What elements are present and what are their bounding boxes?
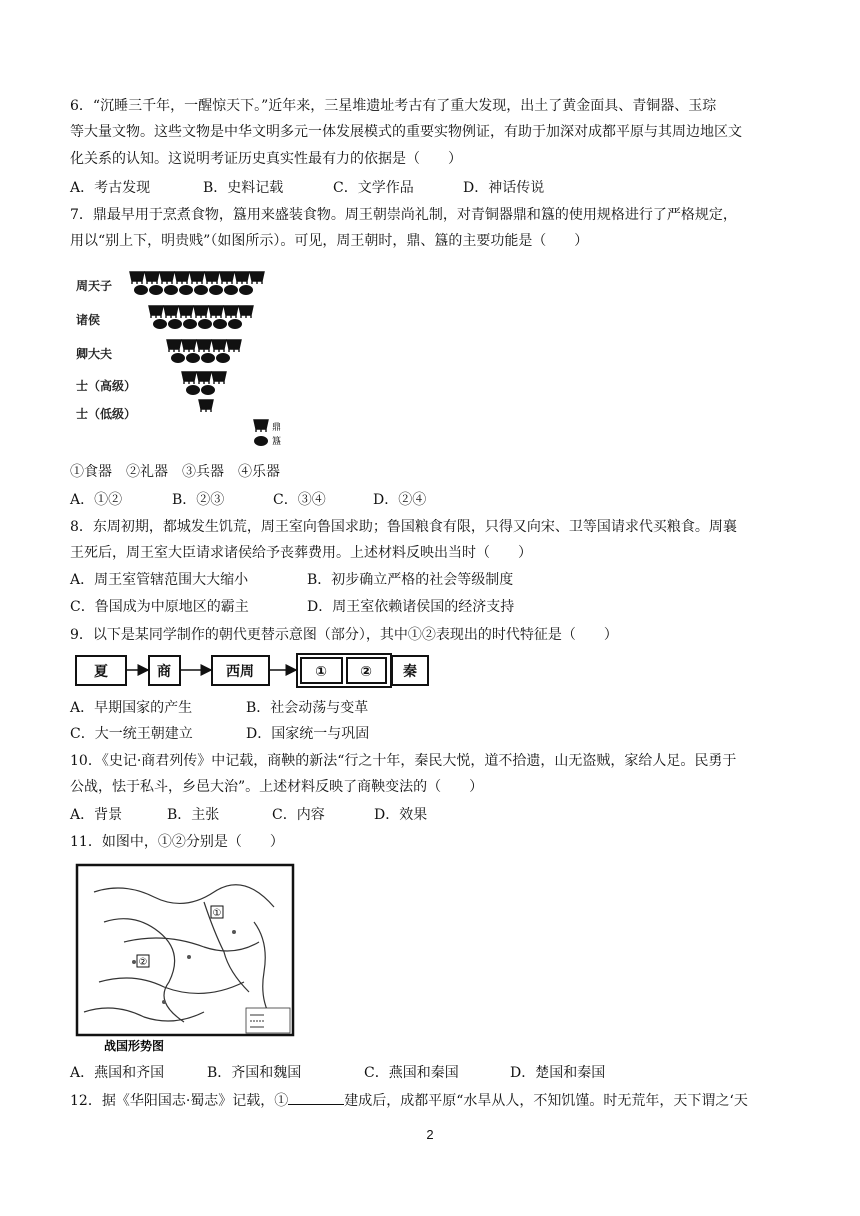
page-number: 2 (426, 1127, 434, 1142)
ding-vessel (160, 272, 174, 284)
q7-line-2: 用以“别上下，明贵贱”（如图所示）。可见，周王朝时，鼎、簋的主要功能是（ ） (70, 233, 589, 249)
warring-states-map (74, 862, 296, 1056)
ding-vessel (179, 306, 193, 318)
gui-vessel (228, 319, 242, 329)
q8-option-b: B．初步确立严格的社会等级制度 (307, 572, 514, 588)
ding-vessel (167, 340, 181, 352)
q12-blank (288, 1090, 344, 1105)
ding-vessel (224, 306, 238, 318)
q9-option-c: C．大一统王朝建立 (70, 726, 193, 742)
gui-vessel (153, 319, 167, 329)
q7-option-b: B．②③ (172, 492, 225, 508)
q8-line-2: 王死后，周王室大臣请求诸侯给予丧葬费用。上述材料反映出当时（ ） (70, 545, 532, 561)
q12-line-1 (70, 1090, 748, 1111)
gui-vessel (201, 353, 215, 363)
q7-option-d: D．②④ (373, 492, 427, 508)
gui-vessel (164, 285, 178, 295)
q10-line-1: 10．《史记·商君列传》中记载，商鞅的新法“行之十年，秦民大悦，道不拾遗，山无盗贼，家给人足。民勇于 (70, 753, 737, 769)
rank-label: 卿大夫 (76, 347, 113, 361)
gui-vessel (171, 353, 185, 363)
q6-line-3: 化关系的认知。这说明考证历史真实性最有力的依据是（ ） (70, 151, 462, 167)
rank-label: 士（高级） (76, 379, 137, 393)
q11-option-c: C．燕国和秦国 (364, 1065, 459, 1081)
q6-option-c: C．文学作品 (333, 180, 414, 196)
q7-option-c: C．③④ (273, 492, 326, 508)
ding-vessel (239, 306, 253, 318)
q8-option-a: A．周王室管辖范围大大缩小 (70, 572, 249, 588)
q12-text-post: 建成后，成都平原“水旱从人，不知饥馑。时无荒年，天下谓之‘天 (344, 1093, 748, 1109)
q8-option-d: D．周王室依赖诸侯国的经济支持 (307, 599, 515, 615)
ding-vessel (205, 272, 219, 284)
q12-text-pre: 12．据《华阳国志·蜀志》记载，① (70, 1093, 289, 1109)
q10-option-c: C．内容 (272, 807, 325, 823)
q9-option-b: B．社会动荡与变革 (246, 700, 369, 716)
rank-label: 士（低级） (76, 407, 137, 421)
q11-option-b: B．齐国和魏国 (207, 1065, 302, 1081)
ding-gui-figure (72, 260, 287, 455)
legend-label: 簋 (272, 437, 282, 447)
ding-vessel (212, 340, 226, 352)
gui-vessel (168, 319, 182, 329)
flow-label-2: ② (360, 664, 372, 680)
ding-vessel (197, 372, 211, 384)
ding-vessel (164, 306, 178, 318)
gui-vessel (224, 285, 238, 295)
gui-vessel (149, 285, 163, 295)
ding-vessel (182, 340, 196, 352)
flow-label-xia: 夏 (94, 664, 108, 680)
ding-vessel (199, 400, 213, 412)
ding-vessel (130, 272, 144, 284)
q6-option-d: D．神话传说 (463, 180, 545, 196)
q6-line-2: 等大量文物。这些文物是中华文明多元一体发展模式的重要实物例证，有助于加深对成都平原与其周边地区文 (70, 124, 742, 140)
ding-vessel (227, 340, 241, 352)
q10-option-d: D．效果 (374, 807, 428, 823)
q11-option-d: D．楚国和秦国 (510, 1065, 606, 1081)
q10-option-a: A．背景 (70, 807, 123, 823)
map-city (232, 930, 236, 934)
map-legend-box (246, 1008, 290, 1033)
ding-vessel (250, 272, 264, 284)
ding-vessel (175, 272, 189, 284)
ding-vessel (145, 272, 159, 284)
q6-line-1: 6．“沉睡三千年，一醒惊天下。”近年来，三星堆遗址考古有了重大发现，出土了黄金面具、青铜器、玉琮 (70, 98, 717, 114)
gui-vessel (216, 353, 230, 363)
q9-option-a: A．早期国家的产生 (70, 700, 193, 716)
ding-vessel (209, 306, 223, 318)
flow-label-shang: 商 (157, 664, 171, 680)
q6-option-b: B．史料记载 (203, 180, 284, 196)
ding-vessel (197, 340, 211, 352)
q11-option-a: A．燕国和齐国 (70, 1065, 165, 1081)
legend-label: 鼎 (272, 423, 282, 433)
rank-label: 诸侯 (76, 313, 101, 327)
ding-vessel (182, 372, 196, 384)
gui-vessel (186, 385, 200, 395)
q8-line-1: 8．东周初期，都城发生饥荒，周王室向鲁国求助；鲁国粮食有限，只得又向宋、卫等国请求代买粮食。周襄 (70, 519, 737, 535)
gui-vessel (194, 285, 208, 295)
q11-line-1: 11．如图中，①②分别是（ ） (70, 834, 284, 850)
map-city (187, 955, 191, 959)
gui-vessel (183, 319, 197, 329)
q9-option-d: D．国家统一与巩固 (246, 726, 370, 742)
map-marker-1: ① (212, 908, 222, 919)
dynasty-flowchart (72, 652, 432, 690)
gui-vessel (201, 385, 215, 395)
q9-line-1: 9．以下是某同学制作的朝代更替示意图（部分），其中①②表现出的时代特征是（ ） (70, 627, 618, 643)
q10-line-2: 公战，怯于私斗，乡邑大治”。上述材料反映了商鞅变法的（ ） (70, 779, 484, 795)
gui-vessel (254, 436, 268, 446)
q10-option-b: B．主张 (167, 807, 220, 823)
flow-label-1: ① (315, 664, 327, 680)
q8-option-c: C．鲁国成为中原地区的霸主 (70, 599, 249, 615)
gui-vessel (213, 319, 227, 329)
q6-option-a: A．考古发现 (70, 180, 151, 196)
rank-label: 周天子 (76, 279, 113, 293)
q7-choices: ①食器 ②礼器 ③兵器 ④乐器 (70, 464, 280, 480)
flow-label-xizhou: 西周 (226, 664, 254, 680)
gui-vessel (134, 285, 148, 295)
gui-vessel (239, 285, 253, 295)
gui-vessel (179, 285, 193, 295)
map-city (162, 1000, 166, 1004)
gui-vessel (209, 285, 223, 295)
map-caption: 战国形势图 (104, 1039, 165, 1053)
ding-vessel (194, 306, 208, 318)
ding-vessel (235, 272, 249, 284)
ding-vessel (220, 272, 234, 284)
gui-vessel (198, 319, 212, 329)
ding-vessel (190, 272, 204, 284)
ding-vessel (149, 306, 163, 318)
gui-vessel (186, 353, 200, 363)
q7-line-1: 7．鼎最早用于烹煮食物，簋用来盛装食物。周王朝崇尚礼制，对青铜器鼎和簋的使用规格进行了严格规定， (70, 207, 737, 223)
flow-label-qin: 秦 (403, 664, 417, 680)
ding-vessel (254, 420, 268, 432)
ding-vessel (212, 372, 226, 384)
q7-option-a: A．①② (70, 492, 123, 508)
map-city (132, 960, 136, 964)
map-marker-2: ② (138, 957, 148, 968)
